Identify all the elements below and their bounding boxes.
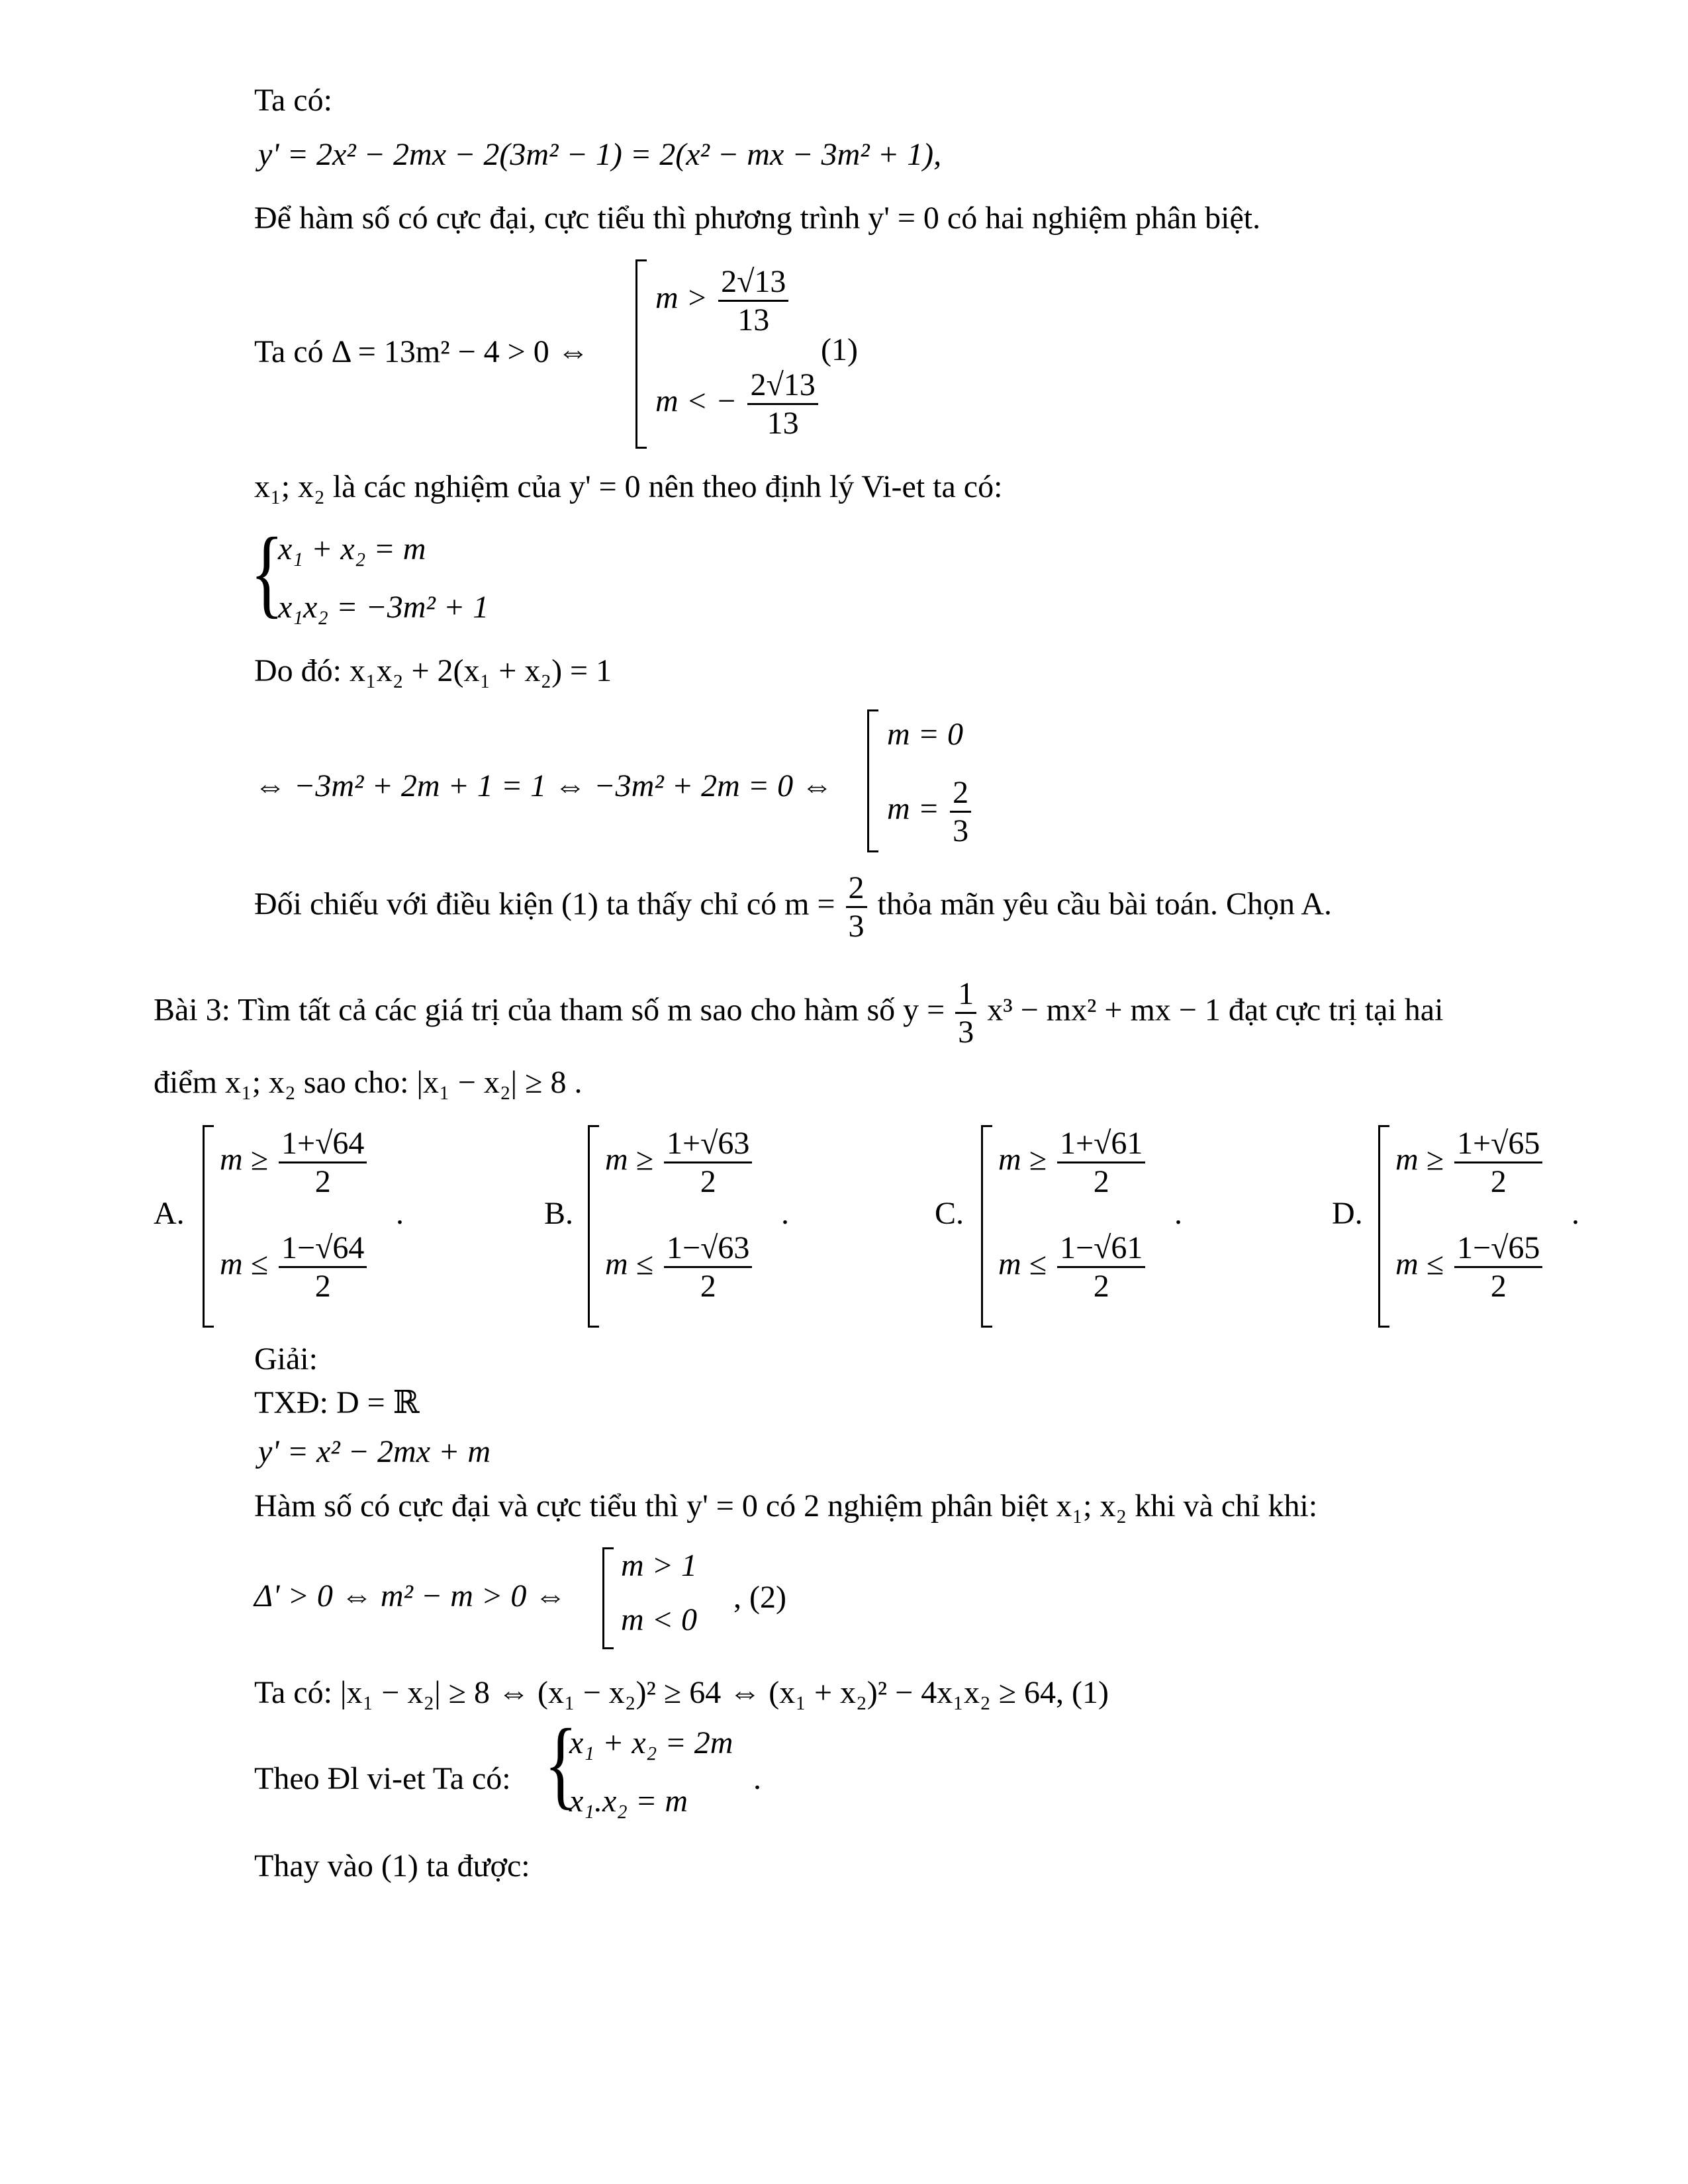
option-a-end: .: [396, 1196, 404, 1231]
domain-line: TXĐ: D = ℝ: [254, 1385, 420, 1420]
case-2-num: 2√13: [747, 367, 818, 405]
option-c-lower: [998, 1230, 1148, 1304]
solve-line: ⇔ −3m² + 2m + 1 = 1 ⇔ −3m² + 2m = 0 ⇔: [254, 768, 833, 803]
extremum-condition: Để hàm số có cực đại, cực tiểu thì phương trình y' = 0 có hai nghiệm phân biệt.: [254, 201, 1261, 236]
problem-3-pre: Bài 3: Tìm tất cả các giá trị của tham số m sao cho hàm số y =: [154, 992, 945, 1028]
option-d-lower-lhs: m ≤: [1395, 1246, 1444, 1282]
viet-sum: x₁ + x₂ = m: [278, 531, 426, 567]
case-2-fraction: [747, 367, 818, 441]
case-2-lhs: m < −: [655, 383, 737, 419]
case-1-den: 13: [737, 302, 770, 338]
case-1-num: 2√13: [718, 263, 788, 302]
option-b-end: .: [781, 1196, 789, 1231]
option-d-upper-frac: [1454, 1125, 1542, 1200]
conclusion-line: [254, 870, 1332, 944]
option-c-upper-frac: [1057, 1125, 1145, 1200]
case-2-den: 13: [767, 406, 799, 441]
option-d-bracket: [1378, 1125, 1389, 1328]
problem-3-line-1: [154, 976, 1443, 1050]
delta-prime-case-1: m > 1: [621, 1548, 698, 1583]
delta-inequality: [254, 336, 589, 368]
problem-3-post: x³ − mx² + mx − 1 đạt cực trị tại hai: [987, 992, 1444, 1028]
viet-product: x₁x₂ = −3m² + 1: [278, 590, 489, 625]
option-b-bracket: [588, 1125, 599, 1328]
option-b-lower-num: 1−√63: [664, 1230, 752, 1268]
label-2: , (2): [733, 1580, 786, 1615]
option-b-lower-den: 2: [700, 1269, 716, 1304]
option-c-end: .: [1174, 1196, 1182, 1231]
solution-heading: Giải:: [254, 1342, 318, 1377]
viet-intro: x₁; x₂ là các nghiệm của y' = 0 nên theo định lý Vi-et ta có:: [254, 469, 1003, 504]
option-b-upper-num: 1+√63: [664, 1125, 752, 1163]
option-d-upper-den: 2: [1490, 1164, 1507, 1200]
option-d-upper: [1395, 1125, 1545, 1200]
option-d-lower-den: 2: [1490, 1269, 1507, 1304]
option-b-upper-frac: [664, 1125, 752, 1200]
option-a-lower-den: 2: [314, 1269, 331, 1304]
option-c-upper-lhs: m ≥: [998, 1142, 1047, 1177]
root-2: [887, 774, 974, 849]
case-1: [655, 263, 791, 338]
option-a-upper-den: 2: [314, 1164, 331, 1200]
option-a-upper-frac: [279, 1125, 367, 1200]
conclusion-num: 2: [846, 870, 867, 908]
case-1-lhs: m >: [655, 280, 708, 316]
solution-condition: Hàm số có cực đại và cực tiểu thì y' = 0 có 2 nghiệm phân biệt x₁; x₂ khi và chỉ khi:: [254, 1488, 1318, 1524]
option-a-lower-frac: [279, 1230, 367, 1304]
root-2-den: 3: [953, 813, 969, 849]
viet-2-prefix: Theo Đl vi-et Ta có:: [254, 1761, 511, 1796]
case-2: [655, 367, 821, 441]
option-d-upper-lhs: m ≥: [1395, 1142, 1444, 1177]
solution-derivative: y' = x² − 2mx + m: [258, 1434, 491, 1469]
viet-2-sum: x₁ + x₂ = 2m: [569, 1725, 733, 1760]
option-a-upper-num: 1+√64: [279, 1125, 367, 1163]
option-c-lower-lhs: m ≤: [998, 1246, 1047, 1282]
option-b-upper-lhs: m ≥: [605, 1142, 654, 1177]
option-c-label: C.: [935, 1196, 964, 1231]
option-b-label: B.: [544, 1196, 574, 1231]
option-d-lower-num: 1−√65: [1454, 1230, 1542, 1268]
option-a-lower: [220, 1230, 369, 1304]
do-do-line: Do đó: x₁x₂ + 2(x₁ + x₂) = 1: [254, 653, 612, 688]
option-c-bracket: [981, 1125, 992, 1328]
option-c-upper-num: 1+√61: [1057, 1125, 1145, 1163]
option-a-lower-num: 1−√64: [279, 1230, 367, 1268]
option-b-lower-frac: [664, 1230, 752, 1304]
ta-co-label: Ta có:: [254, 83, 332, 118]
option-b-lower: [605, 1230, 755, 1304]
option-c-lower-frac: [1057, 1230, 1145, 1304]
delta-prime-bracket: [602, 1547, 614, 1649]
label-1: (1): [821, 332, 858, 367]
root-1: m = 0: [887, 717, 964, 752]
option-c-upper-den: 2: [1093, 1164, 1109, 1200]
root-2-lhs: m =: [887, 791, 940, 827]
option-a-upper-lhs: m ≥: [220, 1142, 269, 1177]
derivative-formula: y' = 2x² − 2mx − 2(3m² − 1) = 2(x² − mx − 3m² + 1),: [258, 137, 942, 172]
option-b-upper: [605, 1125, 755, 1200]
conclusion-pre: Đối chiếu với điều kiện (1) ta thấy chỉ có m =: [254, 886, 835, 922]
viet-2-brace: {: [544, 1709, 578, 1819]
option-c-lower-num: 1−√61: [1057, 1230, 1145, 1268]
substitute-line: Thay vào (1) ta được:: [254, 1848, 530, 1884]
viet-2-product: x₁.x₂ = m: [569, 1784, 688, 1819]
problem-3-line-2: điểm x₁; x₂ sao cho: |x₁ − x₂| ≥ 8 .: [154, 1065, 583, 1100]
conclusion-post: thỏa mãn yêu cầu bài toán. Chọn A.: [877, 886, 1333, 922]
option-a-lower-lhs: m ≤: [220, 1246, 269, 1282]
option-d-upper-num: 1+√65: [1454, 1125, 1542, 1163]
problem-3-frac-den: 3: [958, 1015, 974, 1050]
option-a-upper: [220, 1125, 369, 1200]
option-d-end: .: [1571, 1196, 1579, 1231]
option-a-bracket: [203, 1125, 214, 1328]
option-b-lower-lhs: m ≤: [605, 1246, 654, 1282]
option-b-upper-den: 2: [700, 1164, 716, 1200]
conclusion-den: 3: [848, 909, 865, 944]
root-bracket: [867, 709, 878, 852]
delta-prime-case-2: m < 0: [621, 1602, 698, 1637]
delta-prefix: Ta có Δ = 13m² − 4 > 0 ⇔: [254, 334, 589, 369]
root-2-fraction: [950, 774, 971, 849]
option-d-lower: [1395, 1230, 1545, 1304]
conclusion-fraction: [846, 870, 867, 944]
delta-prime-line: Δ' > 0 ⇔ m² − m > 0 ⇔: [254, 1578, 567, 1614]
solution-ta-co: Ta có: |x₁ − x₂| ≥ 8 ⇔ (x₁ − x₂)² ≥ 64 ⇔ (x₁ + x₂)² − 4x₁x₂ ≥ 64, (1): [254, 1675, 1109, 1710]
problem-3-fraction: [955, 976, 976, 1050]
option-c-lower-den: 2: [1093, 1269, 1109, 1304]
option-c-upper: [998, 1125, 1148, 1200]
root-2-num: 2: [950, 774, 971, 813]
option-d-lower-frac: [1454, 1230, 1542, 1304]
option-d-label: D.: [1332, 1196, 1363, 1231]
case-bracket-1: [635, 259, 647, 449]
viet-brace: {: [250, 518, 284, 627]
option-a-label: A.: [154, 1196, 185, 1231]
viet-2-end: .: [753, 1761, 761, 1796]
case-1-fraction: [718, 263, 788, 338]
problem-3-frac-num: 1: [955, 976, 976, 1014]
